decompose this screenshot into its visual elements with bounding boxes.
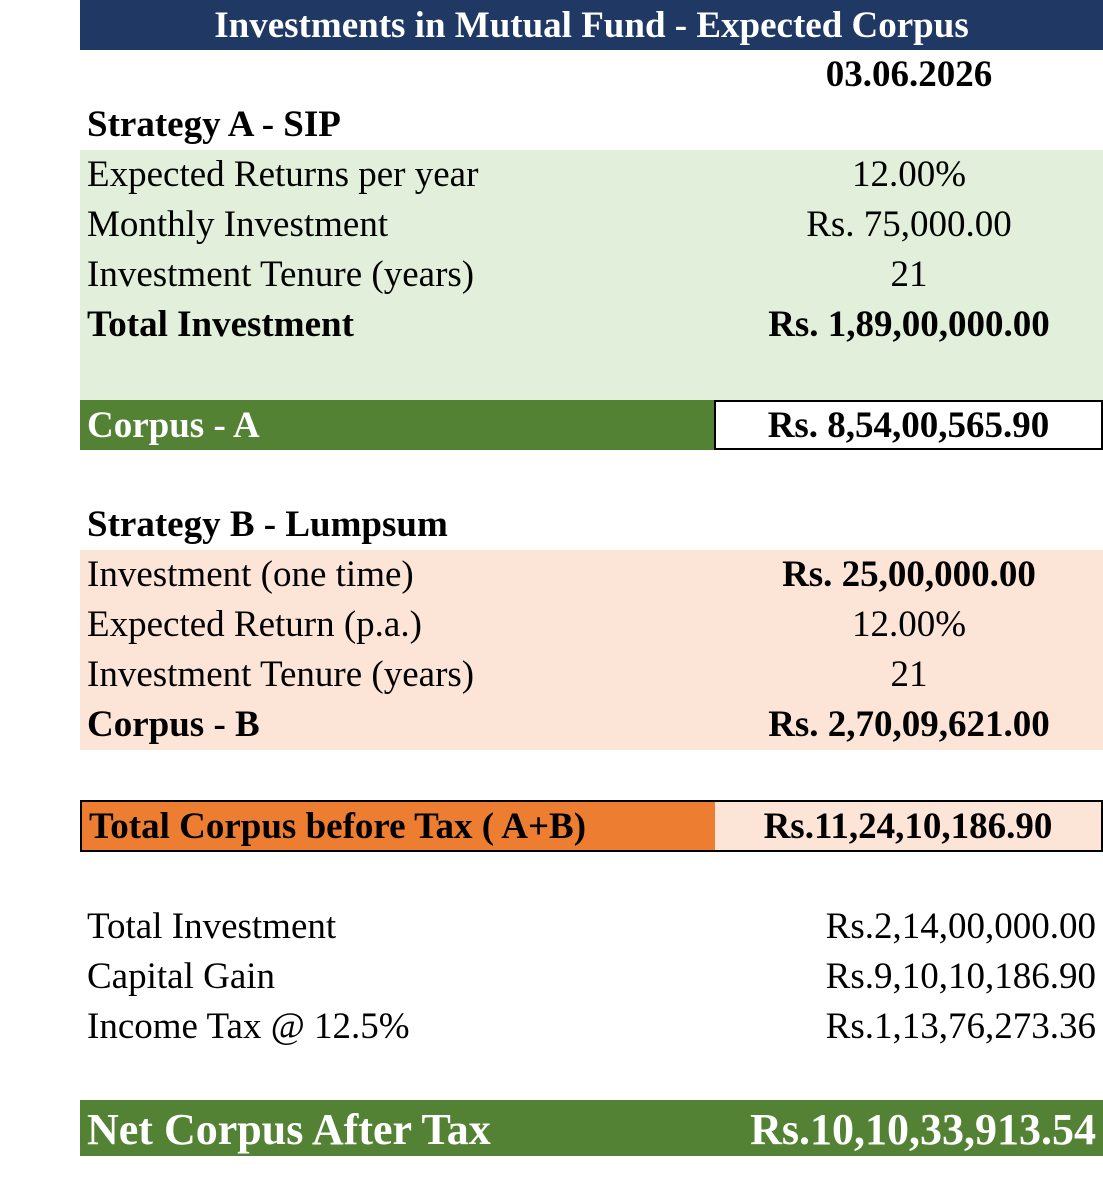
net-corpus-row (80, 1100, 1103, 1156)
spreadsheet (80, 0, 1103, 1156)
strategy-b-heading[interactable]: Strategy B - Lumpsum (87, 504, 448, 545)
empty-row (80, 852, 1103, 902)
table-row (80, 150, 1103, 200)
tenure-a-label[interactable]: Investment Tenure (years) (87, 254, 475, 295)
capital-gain-value[interactable]: Rs.9,10,10,186.90 (825, 956, 1096, 997)
expected-return-pa-label[interactable]: Expected Return (p.a.) (87, 604, 422, 645)
table-row (80, 550, 1103, 600)
table-row (80, 250, 1103, 300)
strategy-b-heading-row (80, 500, 1103, 550)
corpus-a-value[interactable]: Rs. 8,54,00,565.90 (714, 400, 1103, 450)
corpus-b-label[interactable]: Corpus - B (87, 704, 260, 745)
strategy-a-heading-row (80, 100, 1103, 150)
table-row (80, 300, 1103, 350)
monthly-investment-value[interactable]: Rs. 75,000.00 (806, 204, 1012, 245)
empty-row (80, 1052, 1103, 1100)
expected-returns-value[interactable]: 12.00% (851, 154, 967, 195)
one-time-investment-label[interactable]: Investment (one time) (87, 554, 414, 595)
empty-row (80, 450, 1103, 500)
total-before-tax-value[interactable]: Rs.11,24,10,186.90 (715, 802, 1101, 850)
date-row (80, 50, 1103, 100)
expected-return-pa-value[interactable]: 12.00% (851, 604, 967, 645)
strategy-a-block (80, 150, 1103, 400)
corpus-b-value[interactable]: Rs. 2,70,09,621.00 (768, 704, 1050, 745)
table-row (80, 600, 1103, 650)
table-row (80, 650, 1103, 700)
total-before-tax-row (80, 800, 1103, 852)
tenure-b-label[interactable]: Investment Tenure (years) (87, 654, 475, 695)
total-investment-a-value[interactable]: Rs. 1,89,00,000.00 (768, 304, 1050, 345)
net-corpus-label[interactable]: Net Corpus After Tax (87, 1105, 491, 1154)
net-corpus-value[interactable]: Rs.10,10,33,913.54 (750, 1105, 1096, 1154)
table-row (80, 902, 1103, 952)
table-row (80, 700, 1103, 750)
empty-row (80, 750, 1103, 800)
table-row (80, 200, 1103, 250)
tenure-b-value[interactable]: 21 (890, 654, 928, 695)
strategy-a-heading[interactable]: Strategy A - SIP (87, 104, 341, 145)
income-tax-label[interactable]: Income Tax @ 12.5% (87, 1006, 410, 1047)
expected-returns-label[interactable]: Expected Returns per year (87, 154, 479, 195)
empty-row (80, 350, 1103, 400)
summary-total-investment-label[interactable]: Total Investment (87, 906, 337, 947)
total-investment-a-label[interactable]: Total Investment (87, 304, 354, 345)
sheet-title[interactable]: Investments in Mutual Fund - Expected Corpus (80, 0, 1103, 50)
total-before-tax-label[interactable]: Total Corpus before Tax ( A+B) (82, 802, 715, 850)
corpus-a-row (80, 400, 1103, 450)
strategy-b-block (80, 550, 1103, 750)
date-cell[interactable]: 03.06.2026 (825, 54, 993, 95)
summary-total-investment-value[interactable]: Rs.2,14,00,000.00 (825, 906, 1096, 947)
one-time-investment-value[interactable]: Rs. 25,00,000.00 (782, 554, 1036, 595)
corpus-a-label[interactable]: Corpus - A (80, 400, 715, 450)
table-row (80, 1002, 1103, 1052)
income-tax-value[interactable]: Rs.1,13,76,273.36 (825, 1006, 1096, 1047)
capital-gain-label[interactable]: Capital Gain (87, 956, 276, 997)
tenure-a-value[interactable]: 21 (890, 254, 928, 295)
monthly-investment-label[interactable]: Monthly Investment (87, 204, 389, 245)
table-row (80, 952, 1103, 1002)
